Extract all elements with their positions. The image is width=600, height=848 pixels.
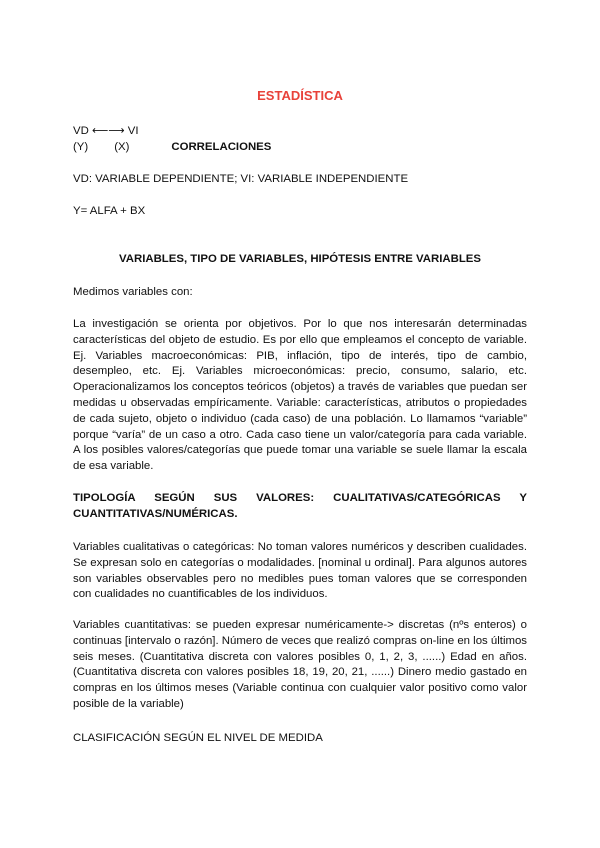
relation-labels-row bbox=[73, 140, 271, 156]
paragraph-cuantitativas: Variables cuantitativas: se pueden expresar numéricamente-> discretas (nºs enteros) o continuas [intervalo o razón]. Número de veces que realizó compras on-line en los últimos seis meses. (Cuantitativa discreta con valores posibles 0, 1, 2, 3, ......) Edad en años. (Cuantitativa discreta con valores posibles 18, 19, 20, 21, ......) Dinero medio gastado en compras en los últimos meses (Variable continua con cualquier valor positivo como valor posible de la variable) bbox=[73, 619, 527, 710]
intro-line: Medimos variables con: bbox=[73, 286, 193, 298]
y-label: (Y) bbox=[73, 141, 89, 153]
correlaciones-heading: CORRELACIONES bbox=[171, 141, 272, 153]
definitions-line: VD: VARIABLE DEPENDIENTE; VI: VARIABLE INDEPENDIENTE bbox=[73, 173, 409, 185]
tipologia-heading: TIPOLOGÍA SEGÚN SUS VALORES: CUALITATIVAS/CATEGÓRICAS Y CUANTITATIVAS/NUMÉRICAS. bbox=[73, 492, 527, 520]
clasificacion-heading: CLASIFICACIÓN SEGÚN EL NIVEL DE MEDIDA bbox=[73, 732, 323, 744]
section-heading: VARIABLES, TIPO DE VARIABLES, HIPÓTESIS ENTRE VARIABLES bbox=[118, 253, 481, 265]
paragraph-variables: La investigación se orienta por objetivos. Por lo que nos interesarán determinadas características del objeto de estudio. Es por ello que empleamos el concepto de variable. Ej. Variables macroeconómicas: PIB, inflación, tipo de interés, tipo de cambio, desempleo, etc. Ej. Variables microeconómicas: precio, consumo, salario, etc. Operacionalizamos los conceptos teóricos (objetos) a través de variables que puedan ser medidas u observadas empíricamente. Variable: características, atributos o propiedades de cada sujeto, objeto o individuo (cada caso) de una población. Lo llamamos “variable” porque “varía” de un caso a otro. Cada caso tiene un valor/categoría para cada variable. A los posibles valores/categorías que puede tomar una variable se suele llamar la escala de esa variable. bbox=[73, 318, 527, 473]
x-label: (X) bbox=[114, 141, 130, 153]
document-title: ESTADÍSTICA bbox=[257, 88, 343, 103]
relation-line: VD ⟵⟶ VI bbox=[73, 125, 139, 137]
paragraph-cualitativas: Variables cualitativas o categóricas: No toman valores numéricos y describen cualidades. Se expresan solo en categorías o modalidades. [nominal u ordinal]. Para algunos autores son variables observables pero no medibles pues toman valores que se corresponden con cualidades no cuantificables de los individuos. bbox=[73, 541, 527, 601]
formula-line: Y= ALFA + BX bbox=[73, 205, 146, 217]
